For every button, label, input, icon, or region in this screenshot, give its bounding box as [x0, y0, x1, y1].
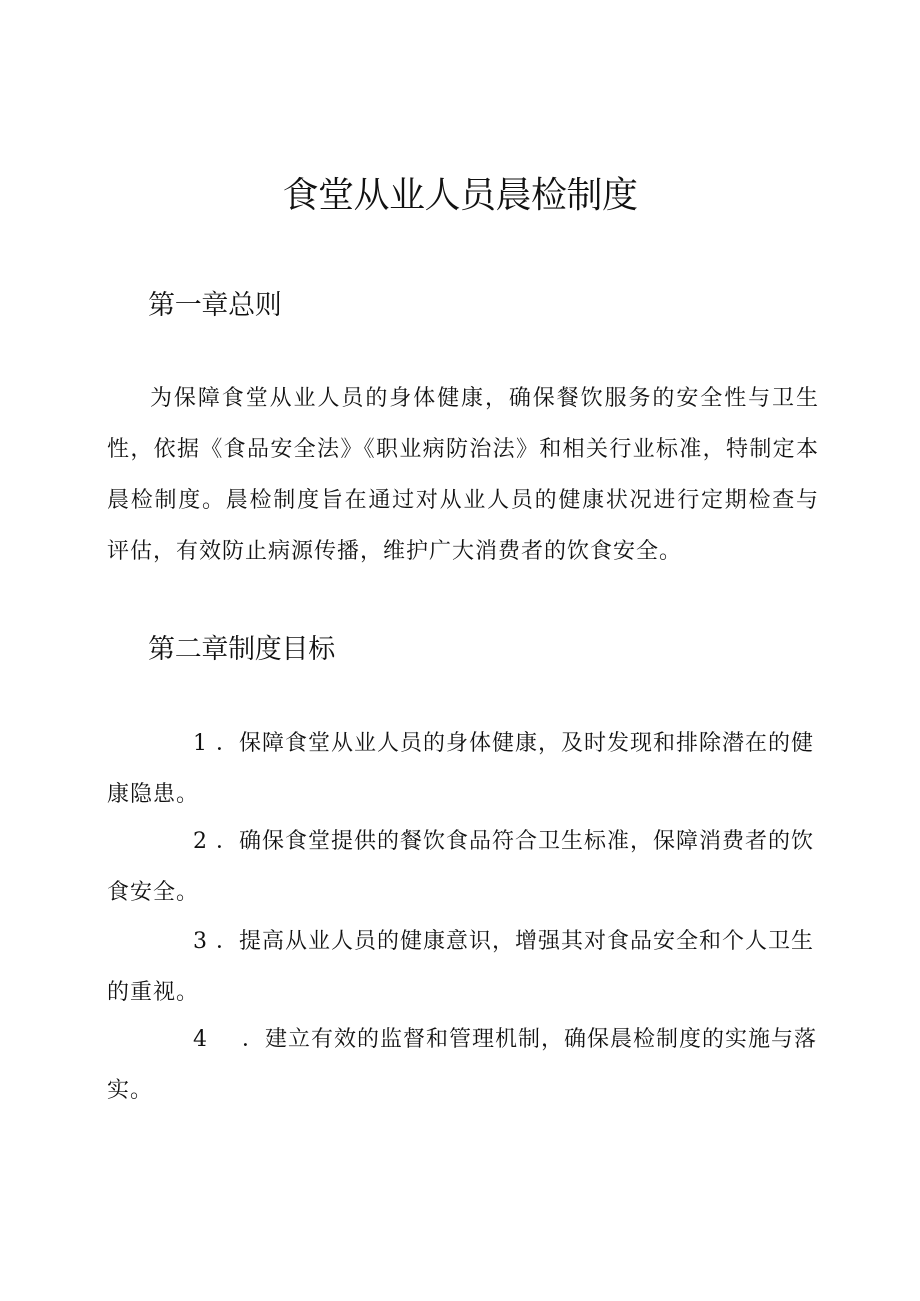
goal-item-number: 2 — [193, 829, 208, 854]
goal-item-text: ．确保食堂提供的餐饮食品符合卫生标准，保障消费者的饮食安全。 — [107, 829, 815, 905]
goal-item-text: ．提高从业人员的健康意识，增强其对食品安全和个人卫生的重视。 — [107, 929, 815, 1005]
goal-item-number: 3 — [193, 929, 208, 954]
goal-item-1 — [107, 718, 819, 820]
chapter-1-paragraph: 为保障食堂从业人员的身体健康，确保餐饮服务的安全性与卫生性，依据《食品安全法》《职业病防治法》和相关行业标准，特制定本晨检制度。晨检制度旨在通过对从业人员的健康状况进行定期检查与评估，有效防止病源传播，维护广大消费者的饮食安全。 — [107, 386, 819, 564]
goal-item-2 — [107, 816, 819, 918]
goal-item-text: ．保障食堂从业人员的身体健康，及时发现和排除潜在的健康隐患。 — [107, 731, 815, 807]
chapter-1-heading: 第一章总则 — [148, 290, 282, 321]
chapter-2-heading: 第二章制度目标 — [148, 634, 335, 665]
document-title: 食堂从业人员晨检制度 — [282, 175, 638, 216]
goal-item-4 — [107, 1014, 819, 1116]
goal-item-number: 1 — [193, 731, 208, 756]
goal-item-3 — [107, 916, 819, 1018]
goal-item-text: ．建立有效的监督和管理机制，确保晨检制度的实施与落实。 — [107, 1027, 818, 1103]
goal-item-number: 4 — [193, 1027, 208, 1052]
